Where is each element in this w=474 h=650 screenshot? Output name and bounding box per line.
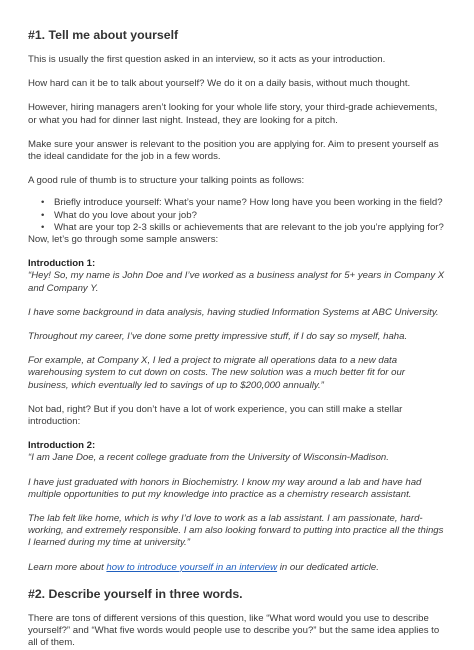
quote-paragraph: For example, at Company X, I led a project to migrate all operations data to a new data warehousing system to cut down on costs. The new solution was a much better fit for our business, which eventually led to savings of up to $200,000 annually.” (28, 355, 406, 391)
intro-1-label: Introduction 1: (28, 258, 96, 270)
learn-more-prefix: Learn more about (28, 561, 107, 573)
paragraph: There are tons of different versions of this question, like “What word would you use to describe yourself?” and “What five words would people use to describe you?” but the same idea applies to all of them. (28, 612, 440, 649)
paragraph: Now, let’s go through some sample answers: (28, 234, 219, 246)
list-item: • What are your top 2-3 skills or achievements that are relevant to the job you’re applying for? (54, 222, 446, 234)
article-body (28, 28, 446, 650)
list-item: • What do you love about your job? (54, 210, 446, 222)
learn-more-suffix: in our dedicated article. (277, 561, 379, 573)
section-heading-2: #2. Describe yourself in three words. (28, 586, 243, 601)
learn-more-line (28, 562, 446, 574)
paragraph: However, hiring managers aren’t looking for your whole life story, your third-grade achievements, or what you had for dinner last night. Instead, they are looking for a pitch. (28, 102, 438, 126)
paragraph: How hard can it be to talk about yourself? We do it on a daily basis, without much thought. (28, 78, 411, 90)
quote-paragraph: I have just graduated with honors in Biochemistry. I know my way around a lab and have had multiple opportunities to put my knowledge into practice as a chemistry research assistant. (28, 476, 422, 500)
intro-2-label: Introduction 2: (28, 440, 96, 452)
quote-paragraph: I have some background in data analysis, having studied Information Systems at ABC University. (28, 306, 439, 318)
paragraph: Make sure your answer is relevant to the position you are applying for. Aim to present yourself as the ideal candidate for the job in a few words. (28, 138, 439, 163)
introduce-yourself-link[interactable]: how to introduce yourself in an interview (106, 561, 278, 573)
talking-points-list (28, 197, 446, 234)
quote-paragraph: “I am Jane Doe, a recent college graduate from the University of Wisconsin-Madison. (28, 452, 389, 464)
paragraph: A good rule of thumb is to structure your talking points as follows: (28, 175, 305, 187)
quote-paragraph: The lab felt like home, which is why I’d love to work as a lab assistant. I am passionate, hard-working, and extremely responsible. I am also looking forward to putting into practice all the things I learned during my time at university.” (28, 513, 444, 549)
list-item: • Briefly introduce yourself: What’s your name? How long have you been working in the field? (54, 197, 446, 209)
section-heading-1: #1. Tell me about yourself (28, 28, 179, 42)
quote-paragraph: “Hey! So, my name is John Doe and I’ve worked as a business analyst for 5+ years in Company X and Company Y. (28, 270, 445, 294)
quote-paragraph: Throughout my career, I’ve done some pretty impressive stuff, if I do say so myself, haha. (28, 331, 408, 343)
paragraph: Not bad, right? But if you don’t have a lot of work experience, you can still make a stellar introduction: (28, 403, 403, 428)
paragraph: This is usually the first question asked in an interview, so it acts as your introduction. (28, 54, 386, 65)
